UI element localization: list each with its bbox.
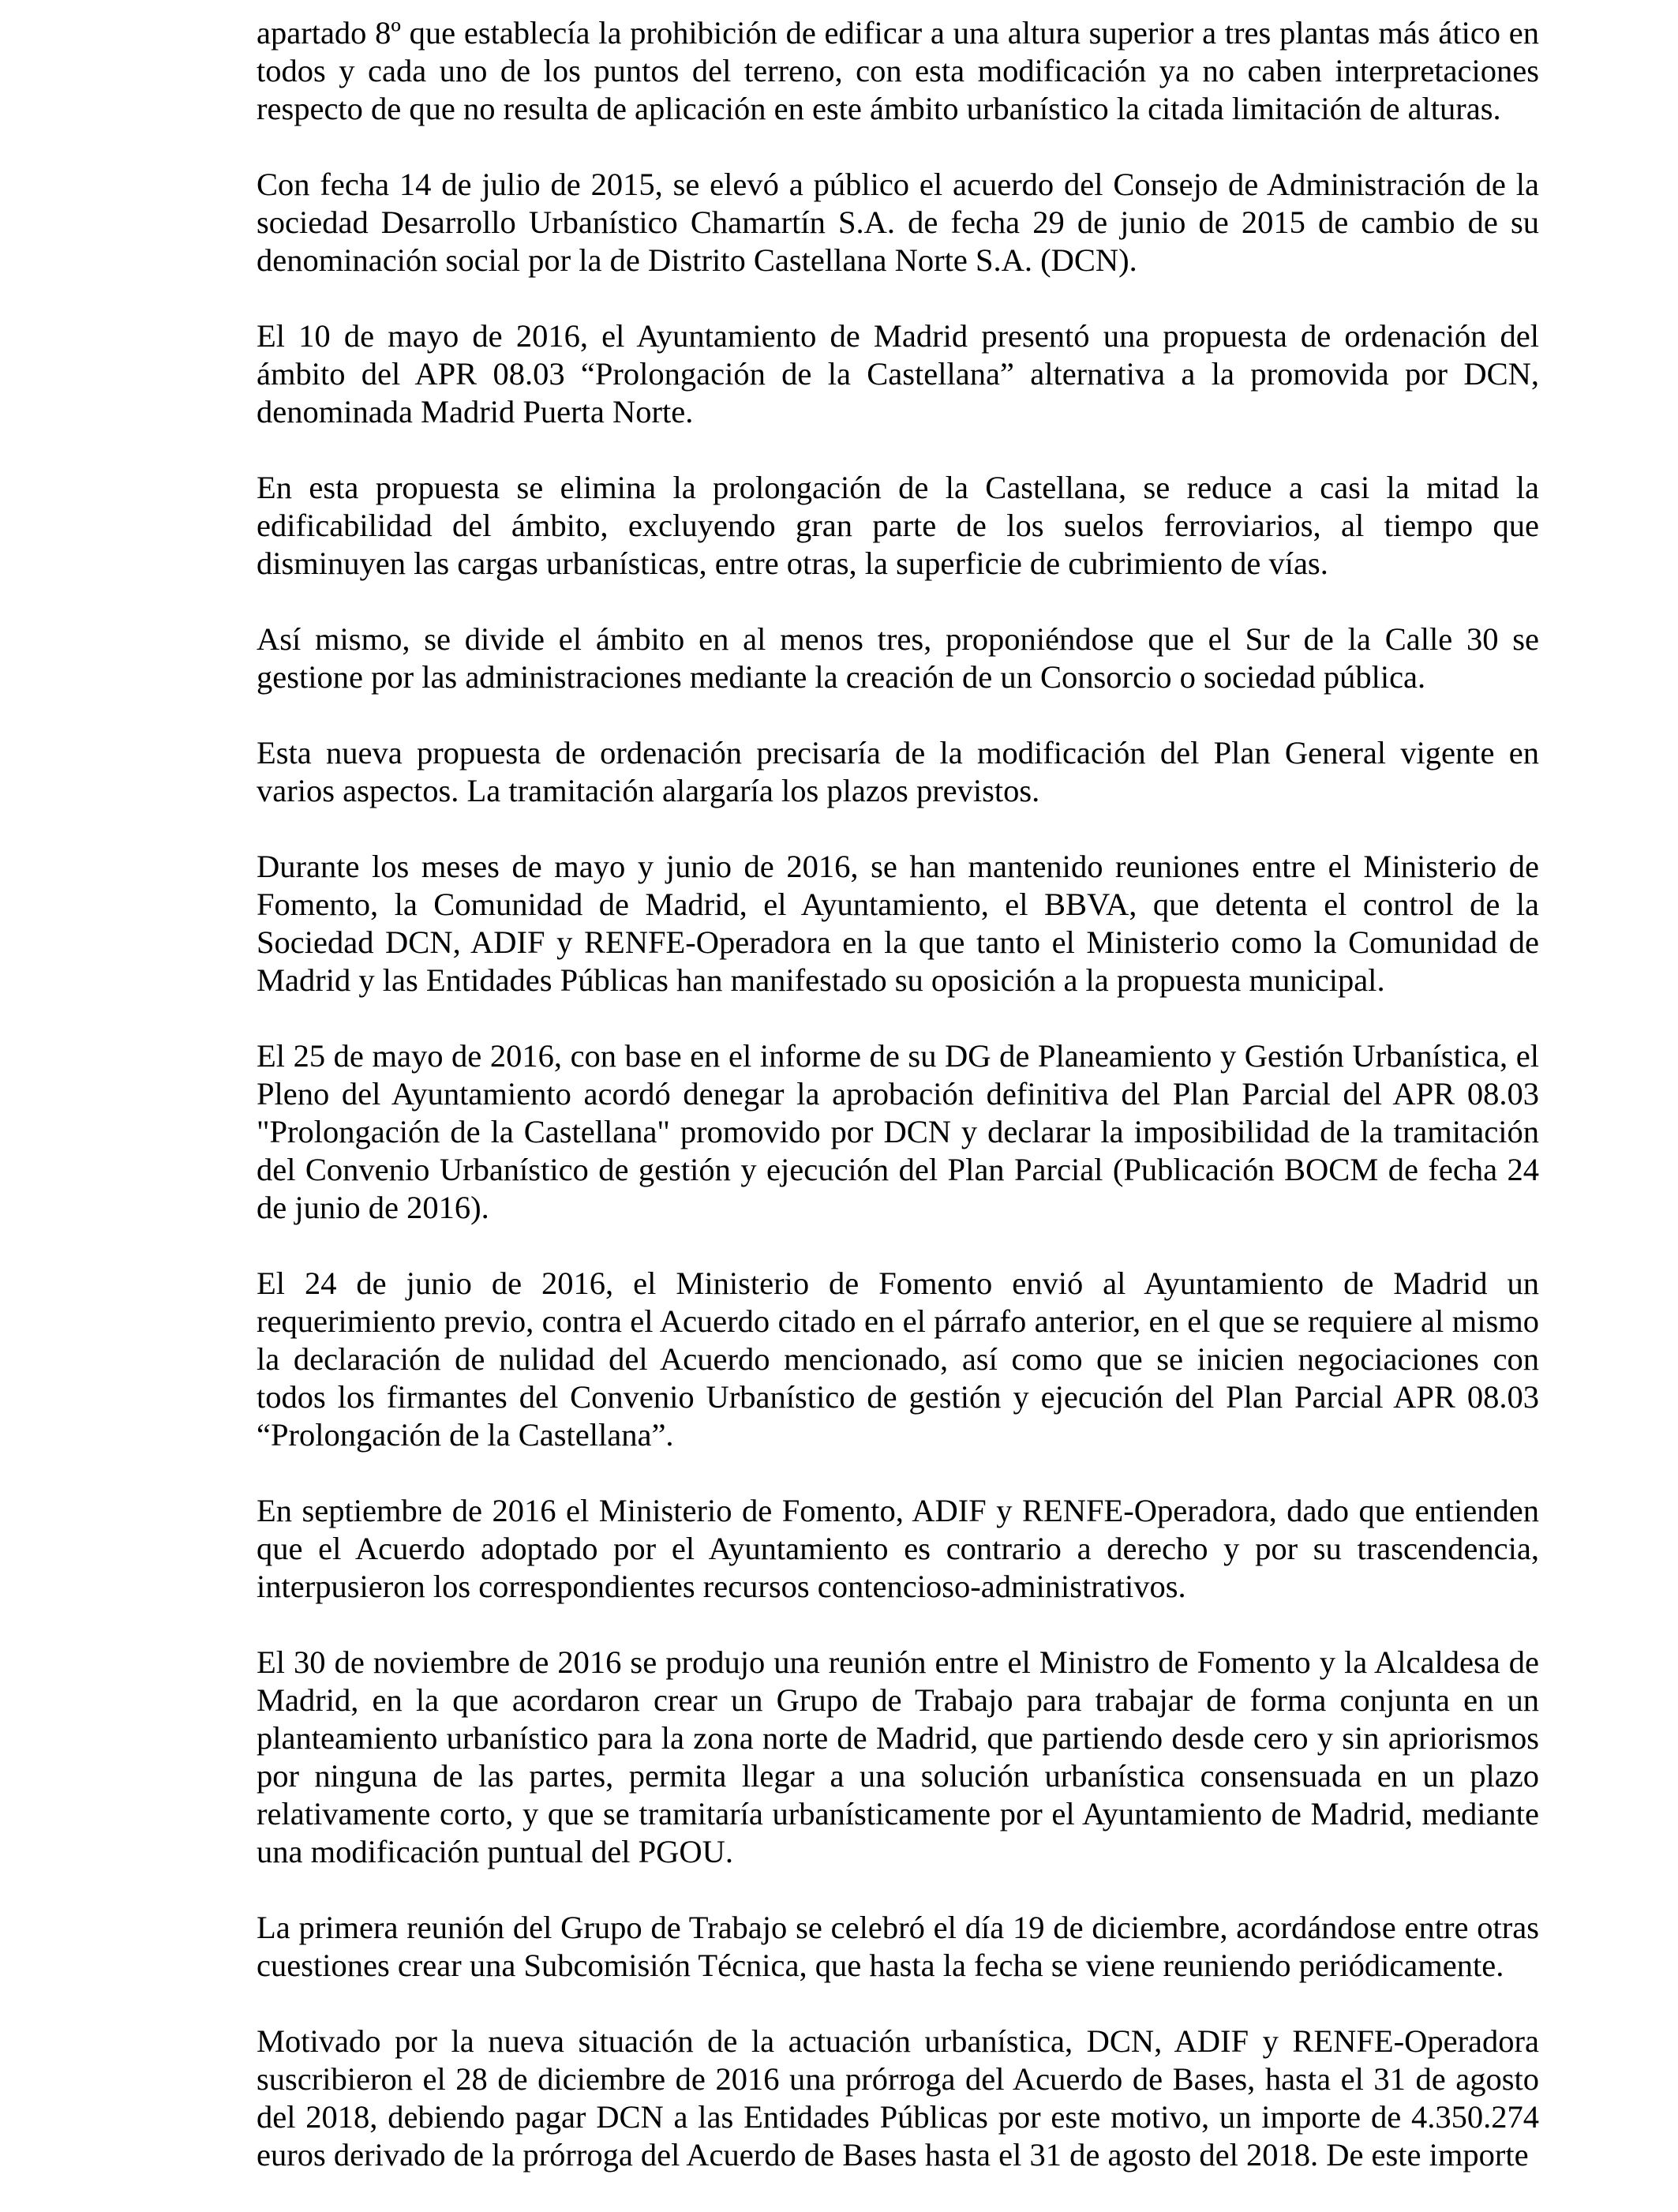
paragraph-dcn-rename: Con fecha 14 de julio de 2015, se elevó a público el acuerdo del Consejo de Administración de la sociedad Desarrollo Urbanístico Chamartín S.A. de fecha 29 de junio de 2015 de cambio de su denominación social por la de Distrito Castellana Norte S.A. (DCN). bbox=[257, 167, 1539, 278]
paragraph-ministry-requirement: El 24 de junio de 2016, el Ministerio de Fomento envió al Ayuntamiento de Madrid un requerimiento previo, contra el Acuerdo citado en el párrafo anterior, en el que se requiere al mismo la declaración de nulidad del Acuerdo mencionado, así como que se inicien negociaciones con todos los firmantes del Convenio Urbanístico de gestión y ejecución del Plan Parcial APR 08.03 “Prolongación de la Castellana”. bbox=[257, 1265, 1539, 1453]
document-body bbox=[257, 14, 1539, 2212]
paragraph-first-meeting: La primera reunión del Grupo de Trabajo se celebró el día 19 de diciembre, acordándose entre otras cuestiones crear una Subcomisión Técnica, que hasta la fecha se viene reuniendo periódicamente. bbox=[257, 1910, 1539, 1983]
paragraph-area-division: Así mismo, se divide el ámbito en al menos tres, proponiéndose que el Sur de la Calle 30 se gestione por las administraciones mediante la creación de un Consorcio o sociedad pública. bbox=[257, 621, 1539, 695]
paragraph-madrid-puerta-norte: El 10 de mayo de 2016, el Ayuntamiento de Madrid presentó una propuesta de ordenación del ámbito del APR 08.03 “Prolongación de la Castellana” alternativa a la promovida por DCN, denominada Madrid Puerta Norte. bbox=[257, 318, 1539, 429]
paragraph-appeals: En septiembre de 2016 el Ministerio de Fomento, ADIF y RENFE-Operadora, dado que entienden que el Acuerdo adoptado por el Ayuntamiento es contrario a derecho y por su trascendencia, interpusieron los correspondientes recursos contencioso-administrativos. bbox=[257, 1493, 1539, 1604]
paragraph-proposal-details: En esta propuesta se elimina la prolongación de la Castellana, se reduce a casi la mitad la edificabilidad del ámbito, excluyendo gran parte de los suelos ferroviarios, al tiempo que disminuyen las cargas urbanísticas, entre otras, la superficie de cubrimiento de vías. bbox=[257, 470, 1539, 581]
paragraph-plan-modification: Esta nueva propuesta de ordenación precisaría de la modificación del Plan General vigente en varios aspectos. La tramitación alargaría los plazos previstos. bbox=[257, 735, 1539, 808]
paragraph-meetings: Durante los meses de mayo y junio de 2016, se han mantenido reuniones entre el Ministerio de Fomento, la Comunidad de Madrid, el Ayuntamiento, el BBVA, que detenta el control de la Sociedad DCN, ADIF y RENFE-Operadora en la que tanto el Ministerio como la Comunidad de Madrid y las Entidades Públicas han manifestado su oposición a la propuesta municipal. bbox=[257, 849, 1539, 998]
paragraph-extension-agreement: Motivado por la nueva situación de la actuación urbanística, DCN, ADIF y RENFE-Operadora suscribieron el 28 de diciembre de 2016 una prórroga del Acuerdo de Bases, hasta el 31 de agosto del 2018, debiendo pagar DCN a las Entidades Públicas por este motivo, un importe de 4.350.274 euros derivado de la prórroga del Acuerdo de Bases hasta el 31 de agosto del 2018. De este importe bbox=[257, 2023, 1539, 2173]
paragraph-plenary-denial: El 25 de mayo de 2016, con base en el informe de su DG de Planeamiento y Gestión Urbanística, el Pleno del Ayuntamiento acordó denegar la aprobación definitiva del Plan Parcial del APR 08.03 "Prolongación de la Castellana" promovido por DCN y declarar la imposibilidad de la tramitación del Convenio Urbanístico de gestión y ejecución del Plan Parcial (Publicación BOCM de fecha 24 de junio de 2016). bbox=[257, 1038, 1539, 1225]
paragraph-height-limit: apartado 8º que establecía la prohibición de edificar a una altura superior a tres plantas más ático en todos y cada uno de los puntos del terreno, con esta modificación ya no caben interpretaciones respecto de que no resulta de aplicación en este ámbito urbanístico la citada limitación de alturas. bbox=[257, 15, 1539, 126]
paragraph-working-group: El 30 de noviembre de 2016 se produjo una reunión entre el Ministro de Fomento y la Alcaldesa de Madrid, en la que acordaron crear un Grupo de Trabajo para trabajar de forma conjunta en un planteamiento urbanístico para la zona norte de Madrid, que partiendo desde cero y sin apriorismos por ninguna de las partes, permita llegar a una solución urbanística consensuada en un plazo relativamente corto, y que se tramitaría urbanísticamente por el Ayuntamiento de Madrid, mediante una modificación puntual del PGOU. bbox=[257, 1644, 1539, 1869]
